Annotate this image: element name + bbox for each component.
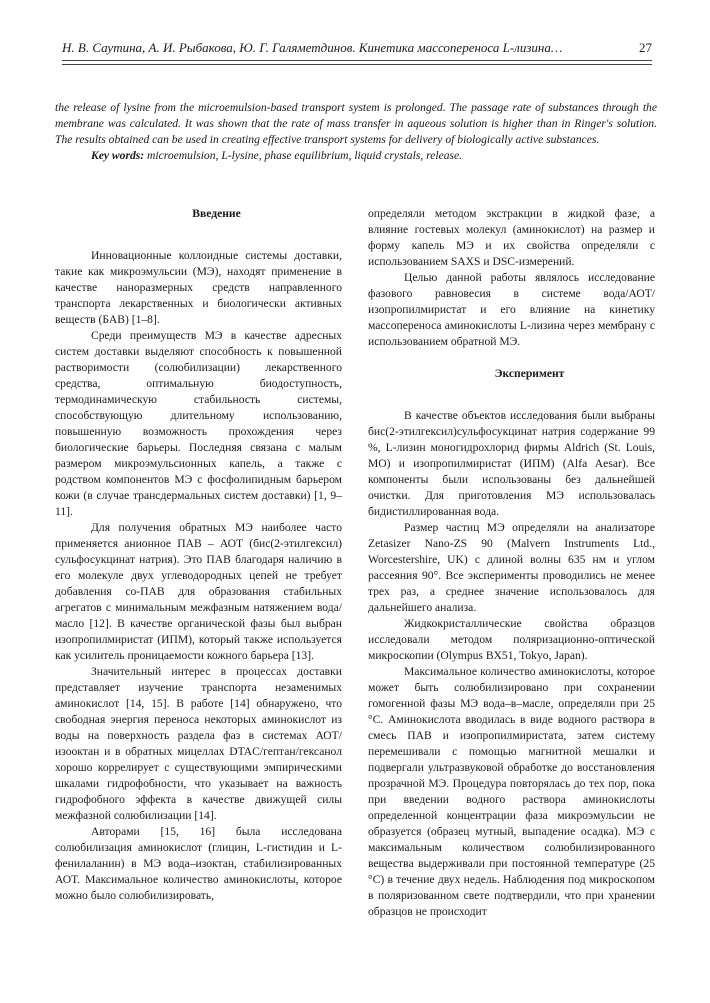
paragraph: Авторами [15, 16] была исследована солюбилизация аминокислот (глицин, L-гистидин и L-фенилаланин) в МЭ вода–изоктан, стабилизированных АОТ. Максимальное количество аминокислоты, которое можно было солюбилизировать, (55, 825, 342, 902)
paragraph: Значительный интерес в процессах доставки представляет изучение транспорта незаменимых аминокислот [14, 15]. В работе [14] обнаружено, что свободная энергия переноса некоторых аминокислот из воды на поверхность раздела фаз в системах АОТ/изооктан и в обратных мицеллах DTAC/гептан/гексанол хорошо коррелирует с существующими эмпирическими шкалами гидрофобности, что указывает на важность гидрофобного эффекта в качестве движущей силы межфазной солюбилизации [14]. (55, 665, 342, 822)
paragraph: определяли методом экстракции в жидкой фазе, а влияние гостевых молекул (аминокислот) на размер и форму капель МЭ и их свойства определяли с использованием SAXS и DSC-измерений. (368, 207, 655, 268)
abstract-text: the release of lysine from the microemulsion-based transport system is prolonged. The passage rate of substances through the membrane was calculated. It was shown that the rate of mass transfer in aqueous solution is higher than in Ringer's solution. The results obtained can be used in creating effective transport systems for delivery of biologically active substances. (55, 101, 657, 146)
paragraph: В качестве объектов исследования были выбраны бис(2-этилгексил)сульфосукцинат натрия содержание 99 %, L-лизин моногидрохлорид фирмы Aldrich (St. Louis, MO) и изопропилмиристат (ИПМ) (Alfa Aesar). Все компоненты были использованы без дальнейшей очистки. Для приготовления МЭ использовалась бидистиллированная вода. (368, 409, 655, 518)
paragraph: Жидкокристаллические свойства образцов исследовали методом поляризационно-оптической микроскопии (Olympus BX51, Tokyo, Japan). (368, 617, 655, 662)
right-column (368, 206, 655, 920)
paragraph: Для получения обратных МЭ наиболее часто применяется анионное ПАВ – АОТ (бис(2-этилгексил) сульфосукцинат натрия). Это ПАВ благодаря наличию в его молекуле двух углеводородных цепей не требует добавления со-ПАВ для образования стабильных агрегатов с минимальным межфазным натяжением вода/масло [12]. В качестве органической фазы был выбран изопропилмиристат (ИПМ), который также используется как усилитель проницаемости кожного барьера [13]. (55, 521, 342, 662)
paragraph: Размер частиц МЭ определяли на анализаторе Zetasizer Nano-ZS 90 (Malvern Instruments Ltd., Worcestershire, UK) с длиной волны 635 нм и углом рассеяния 90°. Все эксперименты проводились не менее трех раз, а среднее значение использовалось для дальнейшего анализа. (368, 521, 655, 614)
keywords-label: Key words: (91, 149, 145, 162)
section-title-experiment: Эксперимент (494, 367, 565, 380)
paragraph: Максимальное количество аминокислоты, которое может быть солюбилизировано при сохранении гомогенной фазы МЭ вода–в–масле, определяли при 25 °С. Аминокислота вводилась в виде водного раствора в смесь ПАВ и изопропилмиристата, затем систему перемешивали с помощью магнитной мешалки и подвергали ультразвуковой обработке до восстановления прозрачной МЭ. Процедура повторялась до тех пор, пока при введении водного раствора аминокислоты определенной концентрации фаза микроэмульсии не образуется (образец мутный, выпадение осадка). МЭ с максимальным количеством солюбилизированного вещества выдерживали при постоянной температуре (25 °С) в течение двух недель. Наблюдения под микроскопом в поляризованном свете подтвердили, что при хранении образцов не происходит (368, 665, 655, 918)
header-rule (62, 60, 652, 65)
keywords (55, 148, 657, 164)
paragraph: Целью данной работы являлось исследование фазового равновесия в системе вода/АОТ/изопропилмиристат и его влияние на кинетику массопереноса аминокислоты L-лизина через мембрану с использованием обратной МЭ. (368, 271, 655, 348)
section-title-intro: Введение (192, 207, 241, 220)
left-column (55, 206, 342, 904)
running-header (62, 40, 652, 56)
abstract (55, 100, 657, 164)
running-title: Н. В. Саутина, А. И. Рыбакова, Ю. Г. Галяметдинов. Кинетика массопереноса L-лизина… (62, 40, 563, 55)
page-number: 27 (639, 40, 652, 55)
keywords-list: microemulsion, L-lysine, phase equilibrium, liquid crystals, release. (147, 149, 463, 162)
paragraph: Инновационные коллоидные системы доставки, такие как микроэмульсии (МЭ), находят применение в качестве наноразмерных средств направленного транспорта лекарственных и биологически активных веществ (БАВ) [1–8]. (55, 249, 342, 326)
paragraph: Среди преимуществ МЭ в качестве адресных систем доставки выделяют способность к повышенной растворимости (солюбилизации) лекарственного средства, оптимальную биодоступность, термодинамическую стабильность системы, способствующую длительному использованию, повышенную возможность прохождения через биологические барьеры. Последняя связана с малым размером микроэмульсионных капель, а также с родством компонентов МЭ с фосфолипидным барьером кожи (в случае трансдермальных систем доставки) [1, 9–11]. (55, 329, 342, 518)
